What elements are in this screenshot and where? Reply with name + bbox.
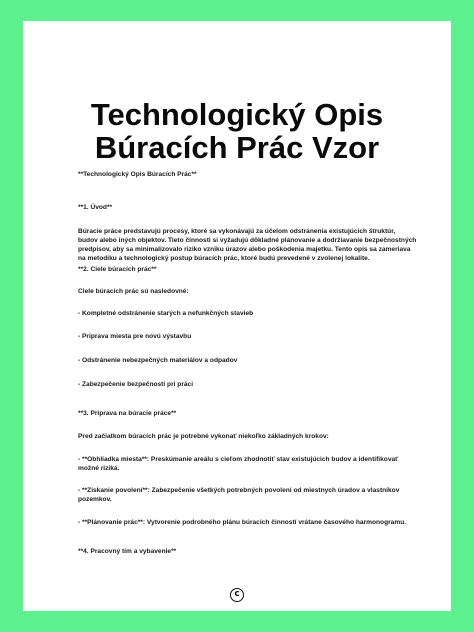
section-heading-preparation: **3. Príprava na búracie práce** [78, 410, 177, 417]
section-heading-team: **4. Pracovný tím a vybavenie** [78, 548, 177, 555]
section-heading-intro: **1. Úvod** [78, 204, 113, 211]
intro-line-4: na metodiku a technologický postup búracích prác, ktoré budú prevedené v zvolenej lokalite. [78, 255, 370, 262]
goal-item-4: - Zabezpečenie bezpečnosti pri práci [78, 381, 194, 388]
document-page [23, 21, 451, 611]
goals-intro: Ciele búracích prác sú nasledovné: [78, 288, 189, 295]
goal-item-3: - Odstránenie nebezpečných materiálov a odpadov [78, 357, 238, 364]
preparation-intro: Pred začiatkom búracích prác je potrebné vykonať niekoľko základných krokov: [78, 433, 329, 440]
preparation-item-2-line-1: - **Získanie povolení**: Zabezpečenie všetkých potrebných povolení od miestnych úradov a vlastníkov [78, 487, 400, 494]
copyright-icon: c [230, 588, 244, 602]
intro-line-3: predpisov, aby sa minimalizovalo riziko vzniku úrazov alebo poškodenia majetku. Tento opis sa zameriava [78, 246, 411, 253]
intro-line-1: Búracie práce predstavujú procesy, ktoré sa vykonávajú za účelom odstránenia existujúcich štruktúr, [78, 228, 396, 235]
document-title [23, 98, 451, 164]
preparation-item-2-line-2: pozemkov. [78, 496, 112, 503]
preparation-item-1-line-2: možné riziká. [78, 465, 120, 472]
bold-heading: **Technologický Opis Búracích Prác** [78, 171, 197, 178]
intro-line-2: budov alebo iných objektov. Tieto činnosti si vyžadujú dôkladné plánovanie a dodržiavanie bezpečnostných [78, 237, 417, 244]
goal-item-1: - Kompletné odstránenie starých a nefunkčných stavieb [78, 310, 254, 317]
title-line-1: Technologický Opis [90, 97, 384, 132]
goal-item-2: - Príprava miesta pre novú výstavbu [78, 333, 192, 340]
title-line-2: Búracích Prác Vzor [94, 130, 380, 165]
preparation-item-1-line-1: - **Obhliadka miesta**: Preskúmanie areálu s cieľom zhodnotiť stav existujúcich budov a identifikovať [78, 456, 399, 463]
section-heading-goals: **2. Ciele búracích prác** [78, 266, 157, 273]
preparation-item-3: - **Plánovanie prác**: Vytvorenie podrobného plánu búracích činností vrátane časového harmonogramu. [78, 519, 407, 526]
